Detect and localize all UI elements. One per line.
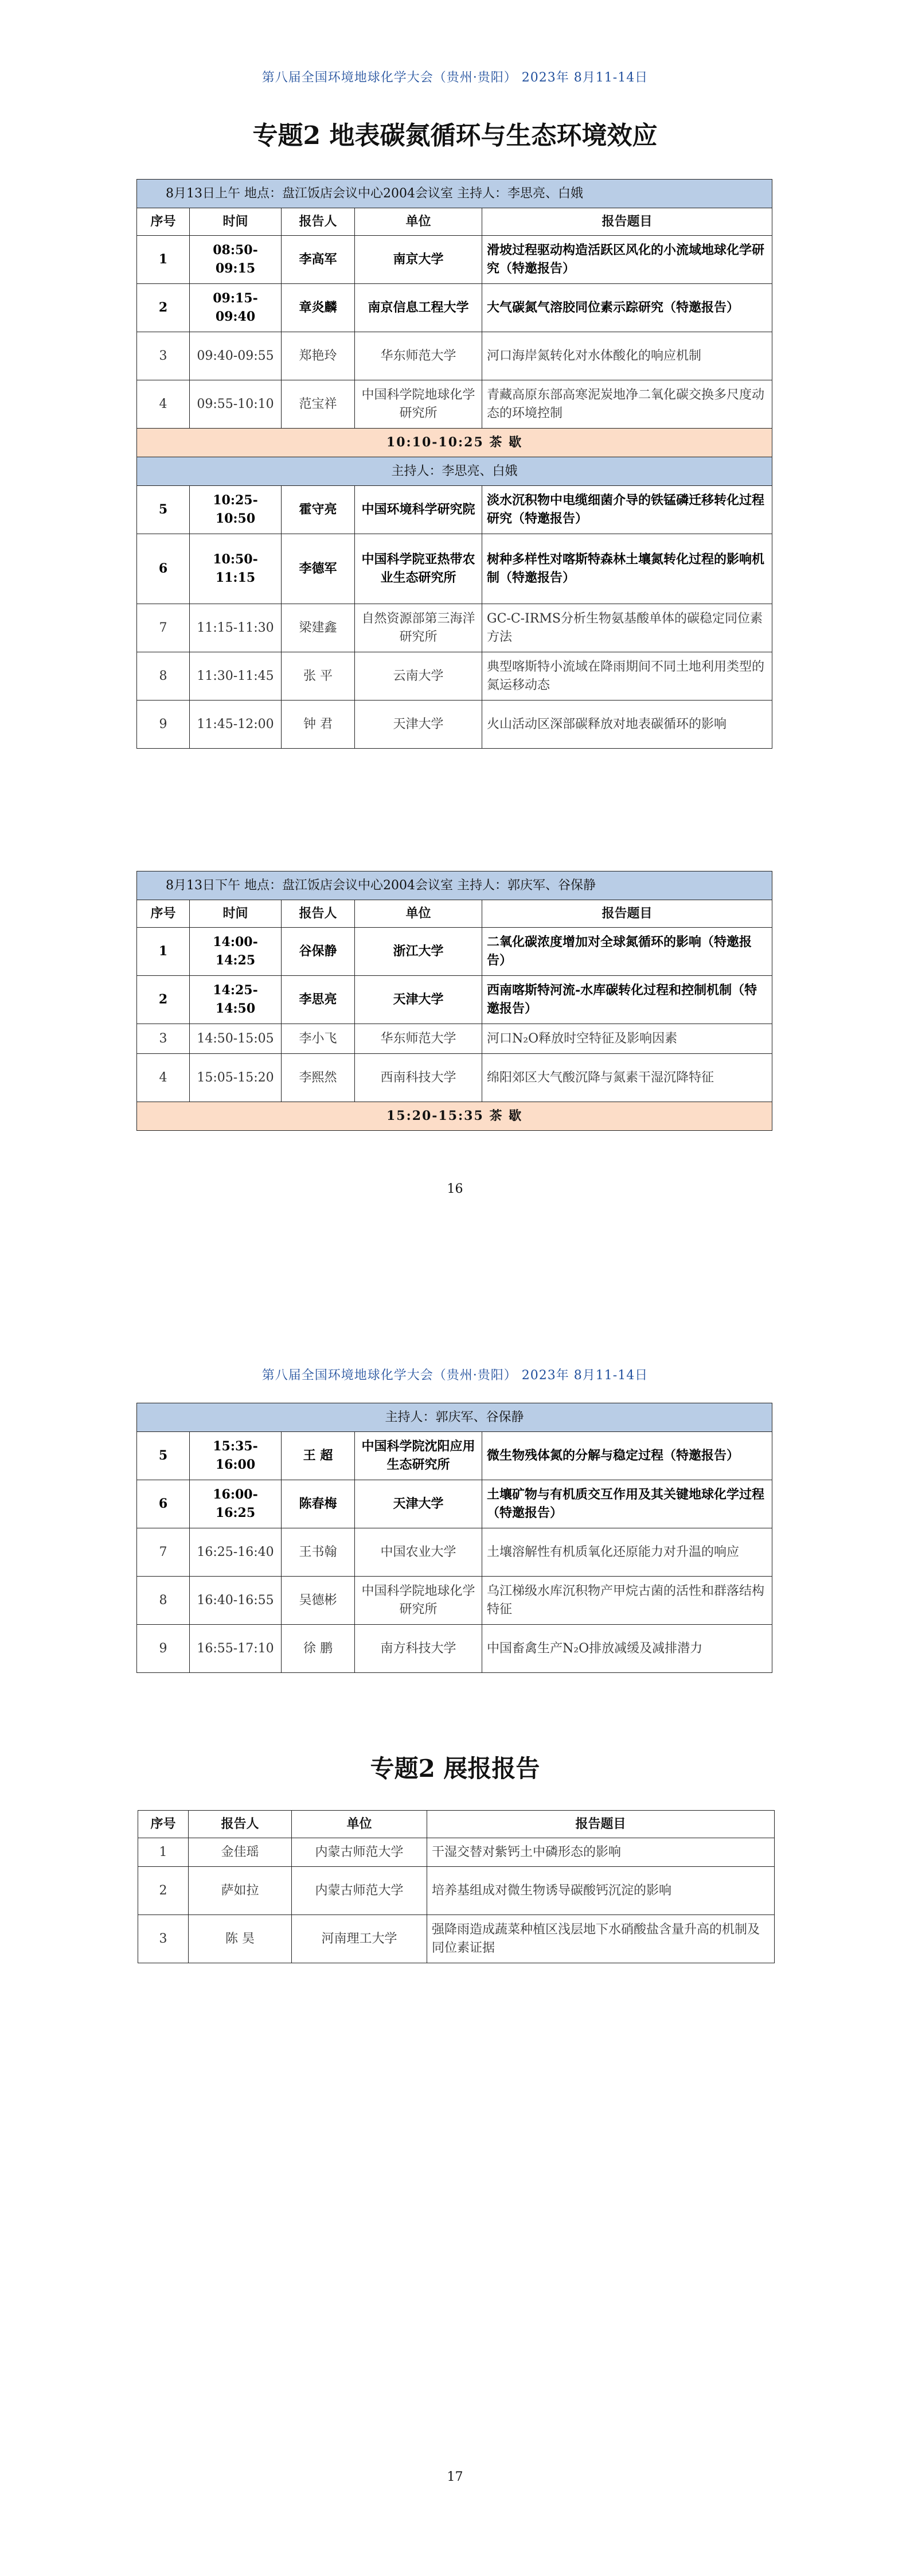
row-time: 09:15-09:40	[190, 284, 282, 332]
row-topic: 中国畜禽生产N₂O排放减缓及减排潜力	[482, 1625, 772, 1673]
row-topic: 树种多样性对喀斯特森林土壤氮转化过程的影响机制（特邀报告）	[482, 534, 772, 604]
row-speaker: 王 超	[282, 1432, 355, 1480]
col-header-unit: 单位	[292, 1811, 427, 1838]
row-speaker: 钟 君	[282, 701, 355, 749]
row-time: 15:05-15:20	[190, 1054, 282, 1102]
table-row	[137, 380, 772, 429]
row-unit: 西南科技大学	[355, 1054, 482, 1102]
row-time: 14:25-14:50	[190, 976, 282, 1024]
row-topic: 强降雨造成蔬菜种植区浅层地下水硝酸盐含量升高的机制及同位素证据	[427, 1915, 775, 1963]
table-row	[137, 1480, 772, 1528]
table-row	[137, 701, 772, 749]
tea-break: 10:10-10:25 茶 歇	[137, 429, 772, 457]
row-unit: 中国农业大学	[355, 1528, 482, 1577]
table-row	[137, 1528, 772, 1577]
row-no: 5	[137, 486, 190, 534]
col-header-speaker: 报告人	[282, 208, 355, 236]
row-no: 3	[137, 1024, 190, 1054]
afternoon-schedule-table	[136, 871, 772, 1131]
row-time: 08:50-09:15	[190, 236, 282, 284]
col-header-speaker: 报告人	[189, 1811, 292, 1838]
row-speaker: 梁建鑫	[282, 604, 355, 652]
row-no: 2	[137, 284, 190, 332]
row-time: 16:55-17:10	[190, 1625, 282, 1673]
col-header-topic: 报告题目	[427, 1811, 775, 1838]
table-row	[137, 534, 772, 604]
poster-table	[138, 1810, 775, 1963]
session-host: 主持人：李思亮、白娥	[137, 457, 772, 486]
row-no: 1	[137, 236, 190, 284]
row-topic: 河口海岸氮转化对水体酸化的响应机制	[482, 332, 772, 380]
row-topic: 培养基组成对微生物诱导碳酸钙沉淀的影响	[427, 1867, 775, 1915]
row-speaker: 李高军	[282, 236, 355, 284]
col-header-unit: 单位	[355, 900, 482, 928]
row-speaker: 范宝祥	[282, 380, 355, 429]
table-row	[137, 1054, 772, 1102]
page-number: 16	[447, 1182, 463, 1196]
page-header: 第八届全国环境地球化学大会（贵州·贵阳） 2023年 8月11-14日	[261, 71, 649, 85]
row-no: 3	[138, 1915, 189, 1963]
col-header-speaker: 报告人	[282, 900, 355, 928]
row-no: 8	[137, 652, 190, 701]
row-topic: 乌江梯级水库沉积物产甲烷古菌的活性和群落结构特征	[482, 1577, 772, 1625]
row-no: 1	[137, 928, 190, 976]
tea-break: 15:20-15:35 茶 歇	[137, 1102, 772, 1131]
row-no: 1	[138, 1838, 189, 1867]
row-topic: 西南喀斯特河流-水库碳转化过程和控制机制（特邀报告）	[482, 976, 772, 1024]
row-unit: 中国科学院地球化学研究所	[355, 1577, 482, 1625]
col-header-topic: 报告题目	[482, 900, 772, 928]
row-unit: 南方科技大学	[355, 1625, 482, 1673]
row-topic: 微生物残体氮的分解与稳定过程（特邀报告）	[482, 1432, 772, 1480]
row-unit: 河南理工大学	[292, 1915, 427, 1963]
table-row	[137, 284, 772, 332]
row-no: 7	[137, 1528, 190, 1577]
row-topic: 河口N₂O释放时空特征及影响因素	[482, 1024, 772, 1054]
row-no: 4	[137, 1054, 190, 1102]
row-no: 8	[137, 1577, 190, 1625]
row-speaker: 李小飞	[282, 1024, 355, 1054]
col-header-time: 时间	[190, 208, 282, 236]
col-header-no: 序号	[137, 900, 190, 928]
table-row	[137, 928, 772, 976]
row-topic: 滑坡过程驱动构造活跃区风化的小流域地球化学研究（特邀报告）	[482, 236, 772, 284]
row-topic: GC-C-IRMS分析生物氨基酸单体的碳稳定同位素方法	[482, 604, 772, 652]
row-speaker: 霍守亮	[282, 486, 355, 534]
table-row	[138, 1838, 775, 1867]
row-unit: 中国科学院亚热带农业生态研究所	[355, 534, 482, 604]
row-no: 7	[137, 604, 190, 652]
table-row	[137, 236, 772, 284]
row-speaker: 徐 鹏	[282, 1625, 355, 1673]
row-speaker: 萨如拉	[189, 1867, 292, 1915]
afternoon-schedule-table-continued	[136, 1403, 772, 1673]
row-no: 3	[137, 332, 190, 380]
session-info: 8月13日下午 地点：盘江饭店会议中心2004会议室 主持人：郭庆军、谷保静	[137, 871, 772, 900]
table-row	[138, 1867, 775, 1915]
row-unit: 南京大学	[355, 236, 482, 284]
morning-schedule-table	[136, 179, 772, 749]
session-info: 8月13日上午 地点：盘江饭店会议中心2004会议室 主持人：李思亮、白娥	[137, 180, 772, 208]
row-speaker: 王书翰	[282, 1528, 355, 1577]
table-row	[138, 1915, 775, 1963]
row-speaker: 李德军	[282, 534, 355, 604]
page-header: 第八届全国环境地球化学大会（贵州·贵阳） 2023年 8月11-14日	[261, 1368, 649, 1383]
row-unit: 南京信息工程大学	[355, 284, 482, 332]
row-speaker: 郑艳玲	[282, 332, 355, 380]
table-row	[137, 1432, 772, 1480]
row-time: 16:40-16:55	[190, 1577, 282, 1625]
row-speaker: 陈春梅	[282, 1480, 355, 1528]
table-row	[137, 1577, 772, 1625]
session-host: 主持人：郭庆军、谷保静	[137, 1403, 772, 1432]
poster-title: 专题2 展报报告	[370, 1754, 540, 1783]
row-time: 16:00-16:25	[190, 1480, 282, 1528]
row-topic: 绵阳郊区大气酸沉降与氮素干湿沉降特征	[482, 1054, 772, 1102]
row-no: 4	[137, 380, 190, 429]
row-topic: 二氧化碳浓度增加对全球氮循环的影响（特邀报告）	[482, 928, 772, 976]
row-no: 2	[138, 1867, 189, 1915]
col-header-topic: 报告题目	[482, 208, 772, 236]
row-speaker: 张 平	[282, 652, 355, 701]
row-topic: 青藏高原东部高寒泥炭地净二氧化碳交换多尺度动态的环境控制	[482, 380, 772, 429]
row-topic: 土壤溶解性有机质氧化还原能力对升温的响应	[482, 1528, 772, 1577]
table-row	[137, 604, 772, 652]
row-unit: 天津大学	[355, 701, 482, 749]
row-speaker: 章炎麟	[282, 284, 355, 332]
row-time: 15:35-16:00	[190, 1432, 282, 1480]
col-header-no: 序号	[138, 1811, 189, 1838]
row-unit: 中国环境科学研究院	[355, 486, 482, 534]
row-topic: 干湿交替对紫钙土中磷形态的影响	[427, 1838, 775, 1867]
row-unit: 中国科学院沈阳应用生态研究所	[355, 1432, 482, 1480]
row-unit: 云南大学	[355, 652, 482, 701]
row-no: 5	[137, 1432, 190, 1480]
row-time: 16:25-16:40	[190, 1528, 282, 1577]
row-unit: 中国科学院地球化学研究所	[355, 380, 482, 429]
row-unit: 华东师范大学	[355, 332, 482, 380]
row-time: 14:00-14:25	[190, 928, 282, 976]
col-header-time: 时间	[190, 900, 282, 928]
row-speaker: 李熙然	[282, 1054, 355, 1102]
row-topic: 大气碳氮气溶胶同位素示踪研究（特邀报告）	[482, 284, 772, 332]
row-unit: 华东师范大学	[355, 1024, 482, 1054]
row-speaker: 金佳瑶	[189, 1838, 292, 1867]
row-time: 14:50-15:05	[190, 1024, 282, 1054]
row-no: 6	[137, 534, 190, 604]
row-speaker: 谷保静	[282, 928, 355, 976]
table-row	[137, 1024, 772, 1054]
row-speaker: 李思亮	[282, 976, 355, 1024]
row-time: 10:25-10:50	[190, 486, 282, 534]
page-number: 17	[447, 2470, 463, 2484]
row-no: 6	[137, 1480, 190, 1528]
row-time: 11:45-12:00	[190, 701, 282, 749]
row-time: 10:50-11:15	[190, 534, 282, 604]
row-speaker: 陈 昊	[189, 1915, 292, 1963]
row-no: 9	[137, 1625, 190, 1673]
row-speaker: 吴德彬	[282, 1577, 355, 1625]
row-unit: 内蒙古师范大学	[292, 1867, 427, 1915]
row-topic: 典型喀斯特小流域在降雨期间不同土地利用类型的氮运移动态	[482, 652, 772, 701]
row-unit: 浙江大学	[355, 928, 482, 976]
table-row	[137, 976, 772, 1024]
row-topic: 淡水沉积物中电缆细菌介导的铁锰磷迁移转化过程研究（特邀报告）	[482, 486, 772, 534]
topic-title: 专题2 地表碳氮循环与生态环境效应	[252, 121, 658, 150]
row-topic: 土壤矿物与有机质交互作用及其关键地球化学过程（特邀报告）	[482, 1480, 772, 1528]
row-no: 2	[137, 976, 190, 1024]
row-unit: 内蒙古师范大学	[292, 1838, 427, 1867]
row-time: 11:15-11:30	[190, 604, 282, 652]
row-time: 09:40-09:55	[190, 332, 282, 380]
row-no: 9	[137, 701, 190, 749]
table-row	[137, 486, 772, 534]
col-header-no: 序号	[137, 208, 190, 236]
col-header-unit: 单位	[355, 208, 482, 236]
row-unit: 自然资源部第三海洋研究所	[355, 604, 482, 652]
row-time: 09:55-10:10	[190, 380, 282, 429]
row-topic: 火山活动区深部碳释放对地表碳循环的影响	[482, 701, 772, 749]
table-row	[137, 652, 772, 701]
row-unit: 天津大学	[355, 976, 482, 1024]
row-unit: 天津大学	[355, 1480, 482, 1528]
table-row	[137, 1625, 772, 1673]
row-time: 11:30-11:45	[190, 652, 282, 701]
table-row	[137, 332, 772, 380]
